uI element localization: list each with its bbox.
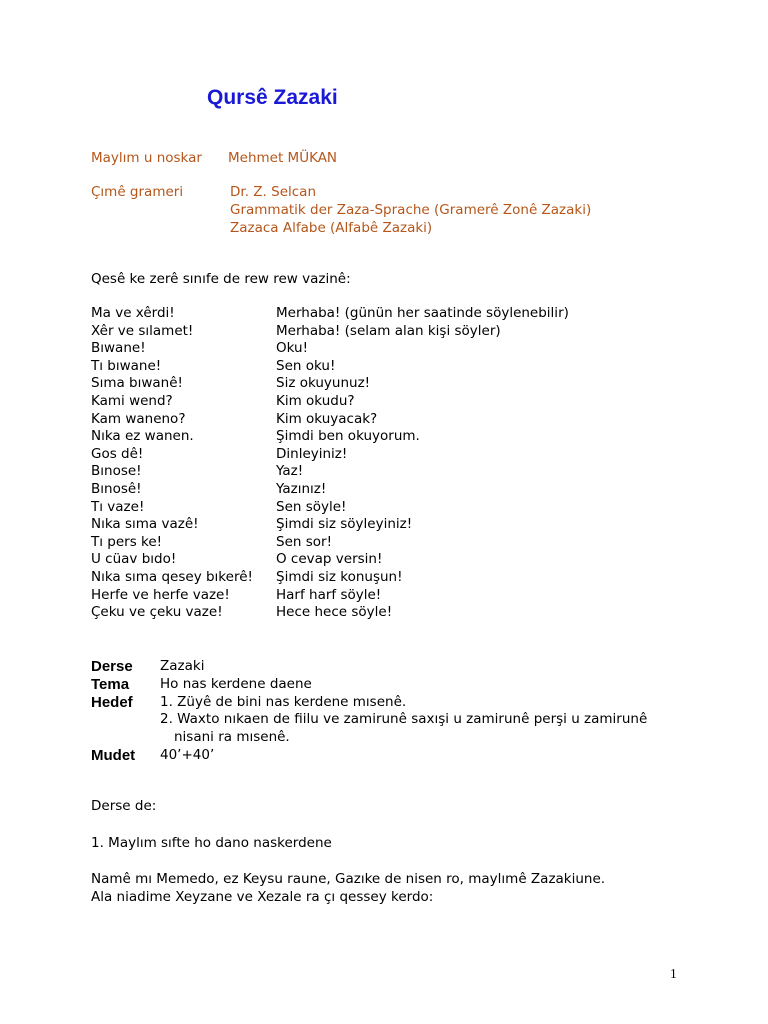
mudet-label: Mudet xyxy=(91,746,136,764)
phrase-zazaki: Bıwane! xyxy=(91,340,146,357)
derse-label: Derse xyxy=(91,658,133,675)
mudet-value: 40’+40’ xyxy=(160,746,215,763)
intro-text: Qesê ke zerê sınıfe de rew rew vazinê: xyxy=(91,271,351,287)
teacher-label: Maylım u noskar xyxy=(91,150,202,166)
tema-label: Tema xyxy=(91,675,130,693)
phrase-turkish: O cevap versin! xyxy=(276,551,383,568)
phrase-zazaki: Nıka ez wanen. xyxy=(91,428,194,445)
derse-value: Zazaki xyxy=(160,658,205,674)
phrase-turkish: Yazınız! xyxy=(276,480,327,497)
phrase-turkish: Sen oku! xyxy=(276,357,336,374)
phrase-zazaki: Nıka sıma vazê! xyxy=(91,516,199,533)
phrase-turkish: Şimdi ben okuyorum. xyxy=(276,428,420,445)
paragraph-2: Ala niadime Xeyzane ve Xezale ra çı qessey kerdo: xyxy=(91,889,434,905)
phrase-turkish: Kim okudu? xyxy=(276,392,355,409)
phrase-zazaki: Tı bıwane! xyxy=(91,357,162,374)
phrase-turkish: Yaz! xyxy=(276,463,304,480)
phrase-zazaki: Bınosê! xyxy=(91,480,142,497)
phrase-turkish: Merhaba! (günün her saatinde söylenebilir) xyxy=(276,305,569,321)
page-title: Qursê Zazaki xyxy=(207,86,338,109)
grammar-source-3: Zazaca Alfabe (Alfabê Zazaki) xyxy=(230,220,433,236)
phrase-zazaki: Sıma bıwanê! xyxy=(91,375,183,392)
phrase-turkish: Dinleyiniz! xyxy=(276,445,348,462)
phrase-zazaki: Tı pers ke! xyxy=(91,533,163,550)
phrase-turkish: Sen söyle! xyxy=(276,498,347,515)
phrase-turkish: Merhaba! (selam alan kişi söyler) xyxy=(276,322,501,339)
phrase-zazaki: Xêr ve sılamet! xyxy=(91,322,194,339)
phrase-zazaki: Çeku ve çeku vaze! xyxy=(91,604,223,621)
hedef-item-2: 2. Waxto nıkaen de fiilu ve zamirunê saxışi u zamirunê perşi u zamirunê xyxy=(160,711,648,728)
phrase-turkish: Sen sor! xyxy=(276,533,332,550)
phrase-turkish: Harf harf söyle! xyxy=(276,586,382,603)
step-1-text: 1. Maylım sıfte ho dano naskerdene xyxy=(91,835,332,851)
hedef-item-1: 1. Züyê de bini nas kerdene mısenê. xyxy=(160,693,407,710)
phrase-turkish: Kim okuyacak? xyxy=(276,410,378,427)
paragraph-1: Namê mı Memedo, ez Keysu raune, Gazıke de nisen ro, maylımê Zazakiune. xyxy=(91,871,606,887)
grammar-source-2: Grammatik der Zaza-Sprache (Gramerê Zonê Zazaki) xyxy=(230,202,592,218)
phrase-turkish: Oku! xyxy=(276,340,308,357)
phrase-turkish: Şimdi siz söyleyiniz! xyxy=(276,516,413,533)
grammar-label: Çımê grameri xyxy=(91,184,184,200)
derse-de-heading: Derse de: xyxy=(91,798,157,814)
phrase-zazaki: Kami wend? xyxy=(91,392,173,409)
phrase-zazaki: Nıka sıma qesey bıkerê! xyxy=(91,568,253,585)
phrase-zazaki: Gos dê! xyxy=(91,445,144,462)
phrase-zazaki: Herfe ve herfe vaze! xyxy=(91,586,230,603)
teacher-value: Mehmet MÜKAN xyxy=(228,150,338,166)
phrase-zazaki: U cüav bıdo! xyxy=(91,551,177,568)
tema-value: Ho nas kerdene daene xyxy=(160,675,312,692)
hedef-label: Hedef xyxy=(91,693,133,711)
page-number: 1 xyxy=(670,966,677,981)
phrase-zazaki: Tı vaze! xyxy=(91,498,145,515)
phrase-turkish: Şimdi siz konuşun! xyxy=(276,568,403,585)
grammar-source-1: Dr. Z. Selcan xyxy=(230,184,316,200)
phrase-zazaki: Bınose! xyxy=(91,463,142,480)
phrase-turkish: Siz okuyunuz! xyxy=(276,375,371,392)
phrase-zazaki: Kam waneno? xyxy=(91,410,186,427)
phrase-zazaki: Ma ve xêrdi! xyxy=(91,305,175,321)
phrase-turkish: Hece hece söyle! xyxy=(276,604,393,621)
hedef-item-2-continued: nisani ra mısenê. xyxy=(174,729,290,746)
